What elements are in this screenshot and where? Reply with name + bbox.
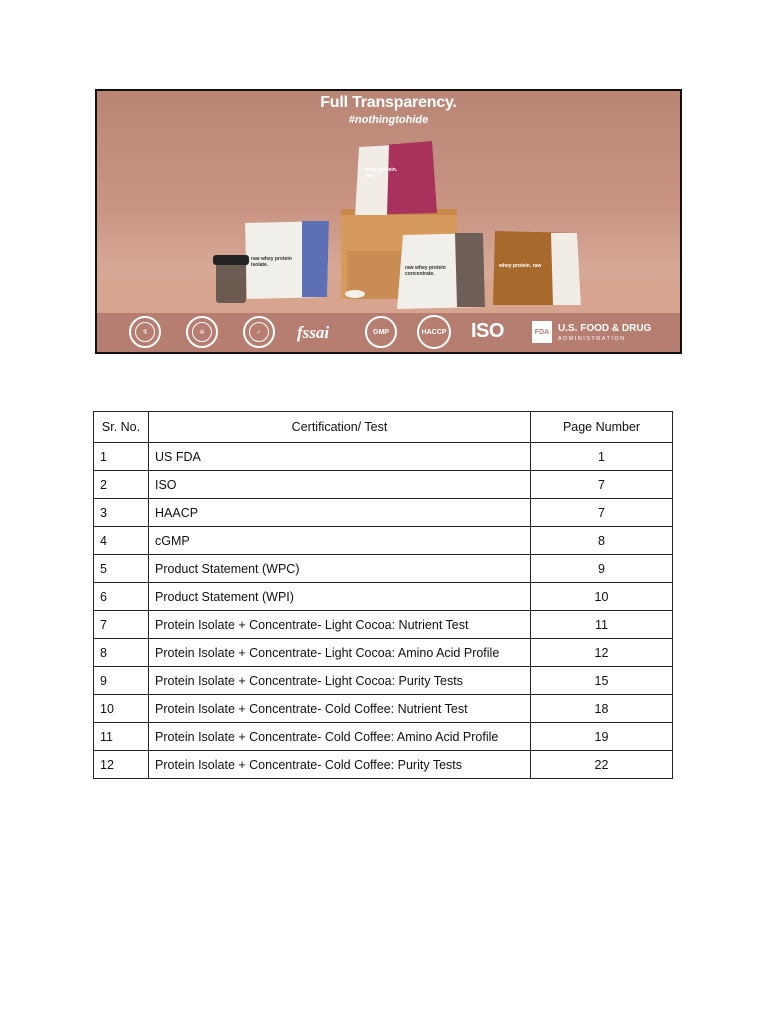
cell-page-number: 11: [531, 611, 673, 639]
header-sr-no: Sr. No.: [94, 412, 149, 443]
cell-sr-no: 7: [94, 611, 149, 639]
table-row: [94, 751, 673, 779]
cell-certification: Protein Isolate + Concentrate- Cold Coffee: Amino Acid Profile: [149, 723, 531, 751]
cell-certification: Product Statement (WPI): [149, 583, 531, 611]
cell-sr-no: 1: [94, 443, 149, 471]
molecule-badge-icon: ✲: [186, 316, 218, 348]
certification-table: [93, 411, 673, 779]
cell-certification: Protein Isolate + Concentrate- Light Cocoa: Amino Acid Profile: [149, 639, 531, 667]
table-row: [94, 583, 673, 611]
cell-certification: HAACP: [149, 499, 531, 527]
table-body: [94, 443, 673, 779]
iso-logo: ISO: [471, 320, 504, 342]
pack1-label: whey protein. raw: [365, 167, 398, 179]
cell-certification: Protein Isolate + Concentrate- Cold Coffee: Nutrient Test: [149, 695, 531, 723]
cell-sr-no: 5: [94, 555, 149, 583]
table-row: [94, 695, 673, 723]
cell-page-number: 18: [531, 695, 673, 723]
header-certification: Certification/ Test: [149, 412, 531, 443]
banner-title: Full Transparency.: [320, 94, 457, 111]
certified-badge-icon: ✓: [243, 316, 275, 348]
table-row: [94, 527, 673, 555]
haccp-badge-icon: HACCP: [417, 315, 451, 349]
cell-page-number: 8: [531, 527, 673, 555]
pack4-label: whey protein. raw: [499, 263, 542, 269]
cell-page-number: 9: [531, 555, 673, 583]
cell-page-number: 7: [531, 471, 673, 499]
lab-tested-badge-icon: ⚗: [129, 316, 161, 348]
cell-certification: Product Statement (WPC): [149, 555, 531, 583]
promo-banner-image: [95, 89, 682, 354]
table-header-row: [94, 412, 673, 443]
certification-logos: [97, 313, 680, 349]
cell-sr-no: 4: [94, 527, 149, 555]
cell-page-number: 1: [531, 443, 673, 471]
cell-certification: cGMP: [149, 527, 531, 555]
cell-certification: Protein Isolate + Concentrate- Light Cocoa: Nutrient Test: [149, 611, 531, 639]
cell-page-number: 12: [531, 639, 673, 667]
fda-line2: ADMINISTRATION: [558, 336, 626, 342]
cell-certification: Protein Isolate + Concentrate- Light Cocoa: Purity Tests: [149, 667, 531, 695]
cell-sr-no: 3: [94, 499, 149, 527]
table-row: [94, 555, 673, 583]
fssai-logo: fssai: [297, 323, 330, 342]
shaker: [216, 259, 246, 303]
fda-line1: U.S. FOOD & DRUG: [558, 323, 652, 334]
table-row: [94, 667, 673, 695]
cell-page-number: 10: [531, 583, 673, 611]
pack2-label: raw whey protein isolate.: [251, 256, 292, 268]
gmp-badge-icon: GMP: [365, 316, 397, 348]
cell-certification: Protein Isolate + Concentrate- Cold Coffee: Purity Tests: [149, 751, 531, 779]
cell-page-number: 7: [531, 499, 673, 527]
table-row: [94, 471, 673, 499]
banner-subtitle: #nothingtohide: [348, 114, 429, 126]
cell-page-number: 15: [531, 667, 673, 695]
fda-logo-icon: FDA: [532, 321, 552, 343]
cell-sr-no: 6: [94, 583, 149, 611]
table-row: [94, 443, 673, 471]
pack3-label: raw whey protein concentrate.: [405, 265, 446, 277]
cell-sr-no: 8: [94, 639, 149, 667]
cell-sr-no: 9: [94, 667, 149, 695]
table-row: [94, 611, 673, 639]
cell-sr-no: 2: [94, 471, 149, 499]
cell-sr-no: 11: [94, 723, 149, 751]
cell-page-number: 22: [531, 751, 673, 779]
cell-sr-no: 10: [94, 695, 149, 723]
table-row: [94, 723, 673, 751]
cell-page-number: 19: [531, 723, 673, 751]
table-row: [94, 499, 673, 527]
table-row: [94, 639, 673, 667]
cell-sr-no: 12: [94, 751, 149, 779]
cell-certification: US FDA: [149, 443, 531, 471]
header-page-number: Page Number: [531, 412, 673, 443]
cell-certification: ISO: [149, 471, 531, 499]
